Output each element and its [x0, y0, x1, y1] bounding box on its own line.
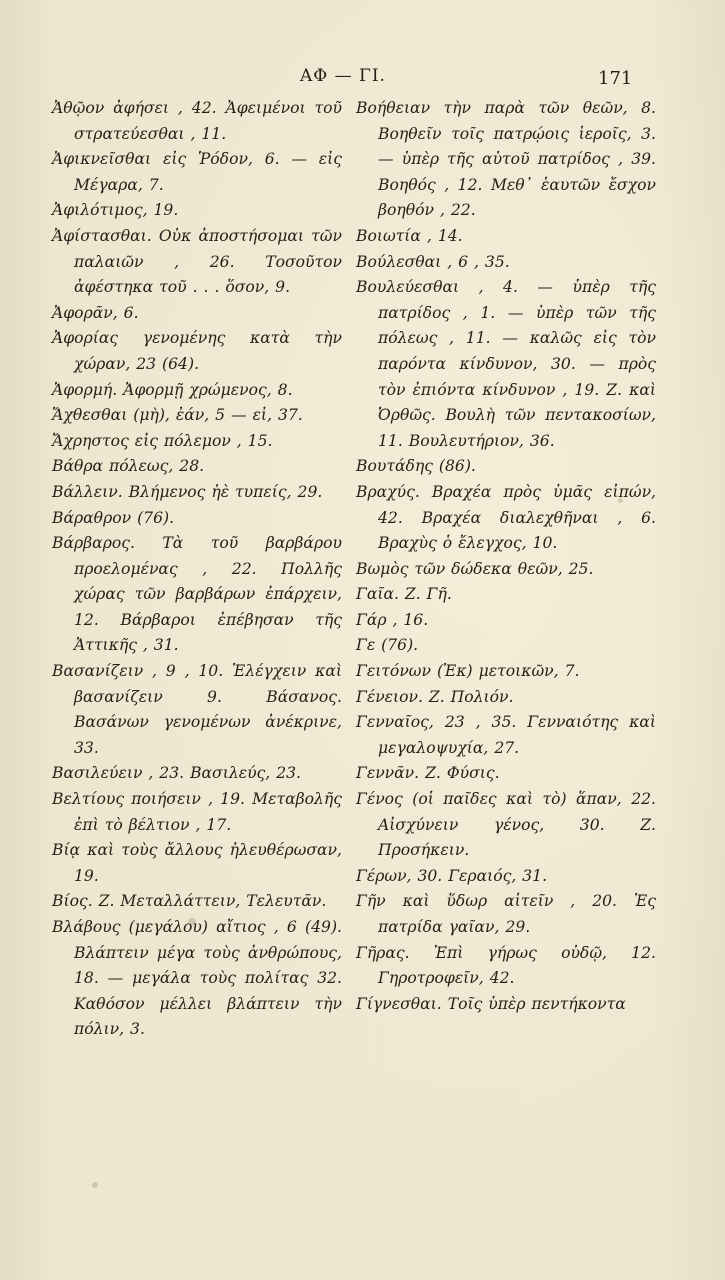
index-entry: Γεννᾶν. Ζ. Φύσις. [356, 764, 500, 783]
index-entry: Βοιωτία , 14. [356, 226, 463, 245]
index-entry: Ἀφικνεῖσθαι εἰς Ῥόδον, 6. — εἰς Μέγαρα, 7. [52, 150, 342, 194]
index-entry: Γενναῖος, 23 , 35. Γενναιότης καὶ μεγαλοψυχία, 27. [356, 713, 656, 757]
index-entry: Ἀφίστασθαι. Οὐκ ἀποστήσομαι τῶν παλαιῶν , 26. Τοσοῦτον ἀφέστηκα τοῦ . . . ὅσον, 9. [52, 226, 342, 297]
index-entry: Ἄχρηστος εἰς πόλεμον , 15. [52, 431, 273, 450]
index-entry: Γε (76). [356, 636, 419, 655]
index-entry: Ἄχθεσθαι (μὴ), ἐάν, 5 — εἰ, 37. [52, 406, 303, 425]
left-column [52, 96, 342, 1043]
index-entry: Βασανίζειν , 9 , 10. Ἐλέγχειν καὶ βασανίζειν 9. Βάσανος. Βασάνων γενομένων ἀνέκρινε, 33. [52, 662, 342, 757]
paper-foxing-spot [92, 1182, 98, 1188]
index-entry: Γῆρας. Ἐπὶ γήρως οὐδῷ, 12. Γηροτροφεῖν, 42. [356, 943, 656, 988]
index-entry: Γένος (οἱ παῖδες καὶ τὸ) ἅπαν, 22. Αἰσχύνειν γένος, 30. Ζ. Προσήκειν. [356, 790, 656, 860]
right-column [356, 96, 656, 1017]
index-entry: Βούλεσθαι , 6 , 35. [356, 252, 510, 271]
index-entry: Βάθρα πόλεως, 28. [52, 457, 205, 476]
index-entry: Γίγνεσθαι. Τοῖς ὑπὲρ πεντήκοντα [356, 994, 626, 1013]
index-entry: Ἀθῷον ἀφήσει , 42. Ἀφειμένοι τοῦ στρατεύεσθαι , 11. [52, 99, 342, 143]
index-entry: Ἀφορμή. Ἀφορμῇ χρώμενος, 8. [52, 380, 293, 399]
index-entry: Βουλεύεσθαι , 4. — ὑπὲρ τῆς πατρίδος , 1. — ὑπὲρ τῶν τῆς πόλεως , 11. — καλῶς εἰς τὸν παρόντα κίνδυνον, 30. — πρὸς τὸν ἐπιόντα κίνδυνον , 19. Ζ. καὶ Ὀρθῶς. Βουλὴ τῶν πεντακοσίων, 11. Βουλευτήριον, 36. [356, 278, 656, 450]
paper-foxing-spot [188, 918, 196, 925]
index-entry: Βουτάδης (86). [356, 457, 476, 476]
index-entry: Γειτόνων (Ἐκ) μετοικῶν, 7. [356, 662, 580, 681]
index-entry: Γαῖα. Ζ. Γῆ. [356, 585, 452, 604]
index-entry: Βάραθρον (76). [52, 508, 175, 527]
index-entry: Βοήθειαν τὴν παρὰ τῶν θεῶν, 8. Βοηθεῖν τοῖς πατρῴοις ἱεροῖς, 3. — ὑπὲρ τῆς αὐτοῦ πατρίδος , 39. Βοηθός , 12. Μεθ᾽ ἑαυτῶν ἔσχον βοηθόν , 22. [356, 99, 656, 220]
index-entry: Βάλλειν. Βλήμενος ἠὲ τυπείς, 29. [52, 482, 323, 501]
index-entry: Βίος. Ζ. Μεταλλάττειν, Τελευτᾶν. [52, 892, 327, 911]
page-number: 171 [598, 68, 633, 89]
index-entry: Βάρβαρος. Τὰ τοῦ βαρβάρου προελομένας , 22. Πολλῆς χώρας τῶν βαρβάρων ἐπάρχειν, 12. Βάρβαροι ἐπέβησαν τῆς Ἀττικῆς , 31. [52, 534, 342, 655]
index-entry: Βίᾳ καὶ τοὺς ἄλλους ἠλευθέρωσαν, 19. [52, 841, 342, 885]
index-entry: Γέρων, 30. Γεραιός, 31. [356, 866, 548, 885]
index-entry: Βραχύς. Βραχέα πρὸς ὑμᾶς εἰπών, 42. Βραχέα διαλεχθῆναι , 6. Βραχὺς ὁ ἔλεγχος, 10. [356, 482, 656, 553]
index-entry: Γένειον. Ζ. Πολιόν. [356, 687, 514, 706]
index-entry: Βωμὸς τῶν δώδεκα θεῶν, 25. [356, 559, 594, 578]
index-entry: Βασιλεύειν , 23. Βασιλεύς, 23. [52, 764, 301, 783]
running-header [0, 66, 725, 92]
index-entry: Ἀφορᾶν, 6. [52, 303, 139, 322]
index-entry: Ἀφορίας γενομένης κατὰ τὴν χώραν, 23 (64). [52, 329, 342, 373]
index-entry: Γῆν καὶ ὕδωρ αἰτεῖν , 20. Ἐς πατρίδα γαῖαν, 29. [356, 892, 656, 936]
index-entry: Ἀφιλότιμος, 19. [52, 201, 179, 220]
paper-foxing-spot [618, 498, 623, 503]
header-title: ΑΦ — ΓΙ. [300, 66, 386, 86]
index-entry: Βελτίους ποιήσειν , 19. Μεταβολῆς ἐπὶ τὸ βέλτιον , 17. [52, 790, 342, 834]
index-entry: Βλάβους (μεγάλου) αἴτιος , 6 (49). Βλάπτειν μέγα τοὺς ἀνθρώπους, 18. — μεγάλα τοὺς πολίτας 32. Καθόσον μέλλει βλάπτειν τὴν πόλιν, 3. [52, 918, 342, 1039]
index-entry: Γάρ , 16. [356, 610, 429, 629]
